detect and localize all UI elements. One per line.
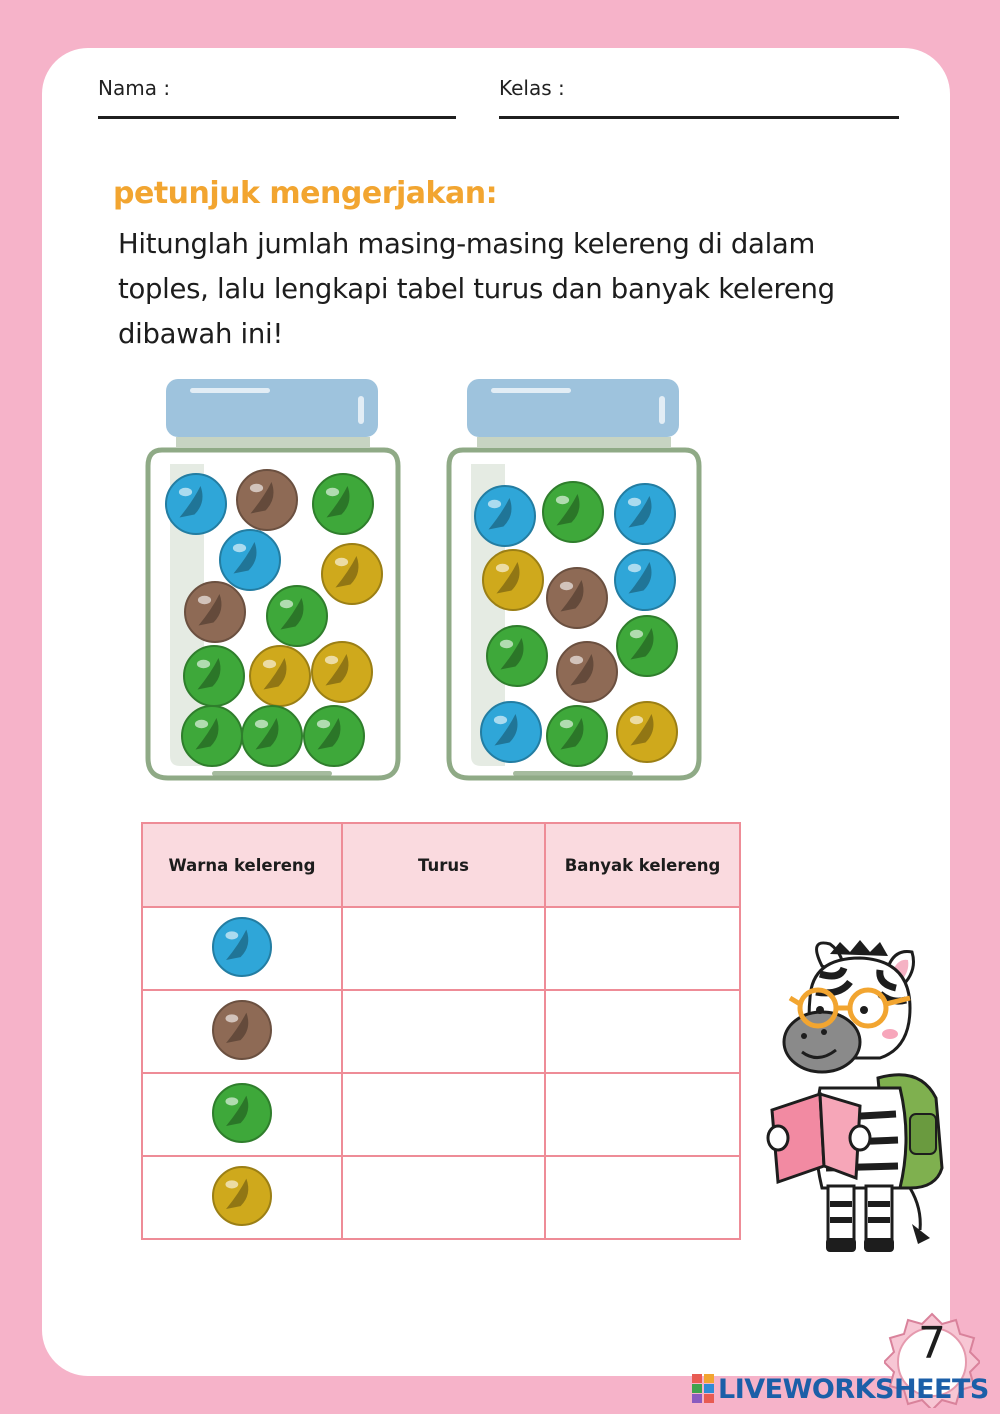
marble-jar-2 [441,376,707,786]
instructions-heading: petunjuk mengerjakan: [113,176,498,211]
blue-marble [481,702,541,762]
green-marble-icon [210,1081,274,1145]
blue-marble [475,486,535,546]
count-answer-cell[interactable] [545,1156,740,1239]
instructions-body: Hitunglah jumlah masing-masing kelereng di dalam toples, lalu lengkapi tabel turus dan banyak kelereng dibawah ini! [118,228,835,350]
yellow-marble [617,702,677,762]
liveworksheets-wordmark: LIVEWORKSHEETS [718,1373,989,1405]
tally-answer-cell[interactable] [342,990,545,1073]
table-row [142,907,740,990]
count-answer-cell[interactable] [545,1073,740,1156]
yellow-marble [213,1167,271,1225]
liveworksheets-logo-icon [692,1374,714,1404]
green-marble [547,706,607,766]
table-row [142,1073,740,1156]
table-row [142,990,740,1073]
brown-marble [547,568,607,628]
green-marble [182,706,242,766]
marble-swatch-cell [142,990,342,1073]
table-header-row [142,823,740,907]
green-marble [313,474,373,534]
blue-marble [615,550,675,610]
name-label: Nama : [98,76,171,100]
green-marble [543,482,603,542]
green-marble [213,1084,271,1142]
brown-marble [185,582,245,642]
page-number: 7 [918,1318,946,1369]
green-marble [242,706,302,766]
yellow-marble [483,550,543,610]
brown-marble [213,1001,271,1059]
blue-marble [166,474,226,534]
count-answer-cell[interactable] [545,907,740,990]
brown-marble-icon [210,998,274,1062]
header-marble-count: Banyak kelereng [545,823,740,907]
tally-answer-cell[interactable] [342,1156,545,1239]
brown-marble [237,470,297,530]
green-marble [487,626,547,686]
yellow-marble [250,646,310,706]
liveworksheets-brand[interactable] [692,1372,989,1406]
tally-answer-cell[interactable] [342,1073,545,1156]
brown-marble [557,642,617,702]
green-marble [617,616,677,676]
marble-swatch-cell [142,1156,342,1239]
tally-answer-cell[interactable] [342,907,545,990]
table-row [142,1156,740,1239]
header-tally: Turus [342,823,545,907]
marble-swatch-cell [142,907,342,990]
tally-table [141,822,741,1240]
yellow-marble [322,544,382,604]
green-marble [267,586,327,646]
zebra-reading-book-icon [760,938,950,1258]
header-marble-color: Warna kelereng [142,823,342,907]
yellow-marble [312,642,372,702]
marble-swatch-cell [142,1073,342,1156]
name-input-line[interactable] [98,116,456,119]
blue-marble-icon [210,915,274,979]
marble-jar-1 [140,376,406,786]
count-answer-cell[interactable] [545,990,740,1073]
class-input-line[interactable] [499,116,899,119]
blue-marble [213,918,271,976]
class-label: Kelas : [499,76,565,100]
green-marble [304,706,364,766]
yellow-marble-icon [210,1164,274,1228]
green-marble [184,646,244,706]
blue-marble [615,484,675,544]
blue-marble [220,530,280,590]
